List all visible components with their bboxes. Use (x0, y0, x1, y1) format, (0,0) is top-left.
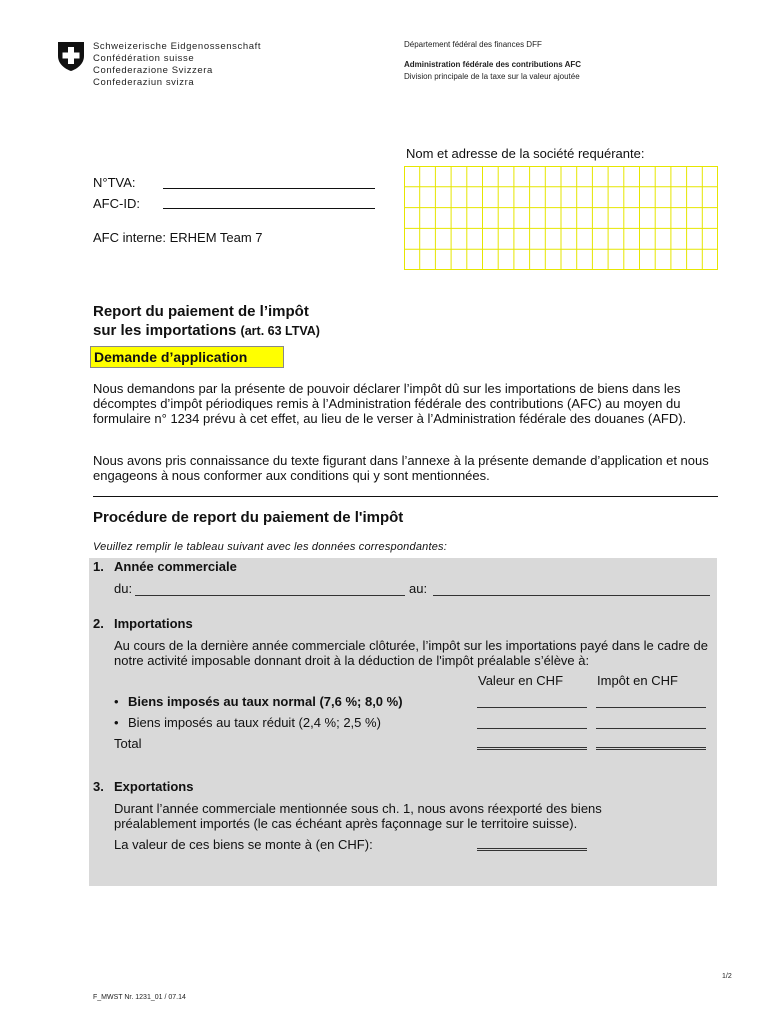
section-3-title: Exportations (114, 779, 194, 794)
confederation-line: Confederaziun svizra (93, 77, 195, 88)
intro-paragraph-1: Nous demandons par la présente de pouvoir déclarer l’impôt dû sur les importations de biens dans les décomptes d’impôt périodiques remis à l’Administration fédérale des contributions (AFC) au moyen du formulaire n° 1234 prévu à cet effet, au lieu de le verser à l’Administration fédérale des douanes (AFD). (93, 381, 687, 426)
afc-id-field[interactable] (163, 208, 375, 209)
title-line-1: Report du paiement de l’impôt (93, 303, 309, 320)
confederation-names (93, 41, 261, 89)
reduced-valeur-field[interactable] (477, 728, 587, 729)
au-label: au: (409, 581, 428, 596)
bullet: • (114, 715, 119, 730)
total-valeur-field[interactable] (477, 747, 587, 750)
total-impot-field[interactable] (596, 747, 706, 750)
total-label: Total (114, 736, 142, 751)
department-name: Département fédéral des finances DFF (404, 40, 542, 49)
reduced-impot-field[interactable] (596, 728, 706, 729)
tva-label: N°TVA: (93, 175, 136, 190)
tva-field[interactable] (163, 188, 375, 189)
confederation-line: Confederazione Svizzera (93, 65, 213, 76)
au-field[interactable] (433, 595, 710, 596)
confederation-line: Schweizerische Eidgenossenschaft (93, 41, 262, 52)
row-normal-rate-label: Biens imposés au taux normal (7,6 %; 8,0 %) (128, 694, 403, 709)
document-title (93, 302, 320, 341)
section-1-number: 1. (93, 559, 104, 574)
administration-name: Administration fédérale des contributions AFC (404, 60, 582, 69)
du-label: du: (114, 581, 133, 596)
normal-impot-field[interactable] (596, 707, 706, 708)
confederation-line: Confédération suisse (93, 53, 195, 64)
row-reduced-rate-label: Biens imposés au taux réduit (2,4 %; 2,5 %) (128, 715, 381, 730)
company-label: Nom et adresse de la société requérante: (406, 146, 645, 161)
title-line-2: sur les importations (93, 322, 237, 339)
du-field[interactable] (135, 595, 405, 596)
col-impot-header: Impôt en CHF (597, 673, 678, 688)
section-2-text: Au cours de la dernière année commerciale clôturée, l’impôt sur les importations payé dans le cadre de notre activité imposable donnant droit à la déduction de l'impôt préalable s’élève à: (114, 638, 708, 668)
section-3-text: Durant l’année commerciale mentionnée sous ch. 1, nous avons réexporté des biens préalablement importés (le cas échéant après façonnage sur le territoire suisse). (114, 801, 602, 831)
afc-interne: AFC interne: ERHEM Team 7 (93, 230, 263, 245)
procedure-title: Procédure de report du paiement de l'impôt (93, 509, 404, 526)
swiss-coat-of-arms-icon (57, 41, 85, 72)
section-2-number: 2. (93, 616, 104, 631)
intro-paragraph-2: Nous avons pris connaissance du texte figurant dans l’annexe à la présente demande d’application et nous engageons à nous conformer aux conditions qui y sont mentionnées. (93, 453, 709, 483)
export-value-label: La valeur de ces biens se monte à (en CHF): (114, 837, 373, 852)
export-value-field[interactable] (477, 848, 587, 851)
bullet: • (114, 694, 119, 709)
section-3-number: 3. (93, 779, 104, 794)
division-name: Division principale de la taxe sur la valeur ajoutée (404, 72, 580, 81)
page-number: 1/2 (722, 973, 732, 980)
company-address-grid[interactable] (404, 166, 718, 270)
section-1-title: Année commerciale (114, 559, 237, 574)
demande-banner: Demande d’application (90, 346, 284, 368)
divider (93, 496, 718, 497)
form-reference: F_MWST Nr. 1231_01 / 07.14 (93, 994, 186, 1001)
section-2-title: Importations (114, 616, 193, 631)
col-valeur-header: Valeur en CHF (478, 673, 564, 688)
afc-id-label: AFC-ID: (93, 196, 140, 211)
article-reference: (art. 63 LTVA) (240, 324, 320, 338)
normal-valeur-field[interactable] (477, 707, 587, 708)
procedure-note: Veuillez remplir le tableau suivant avec les données correspondantes: (93, 541, 447, 553)
